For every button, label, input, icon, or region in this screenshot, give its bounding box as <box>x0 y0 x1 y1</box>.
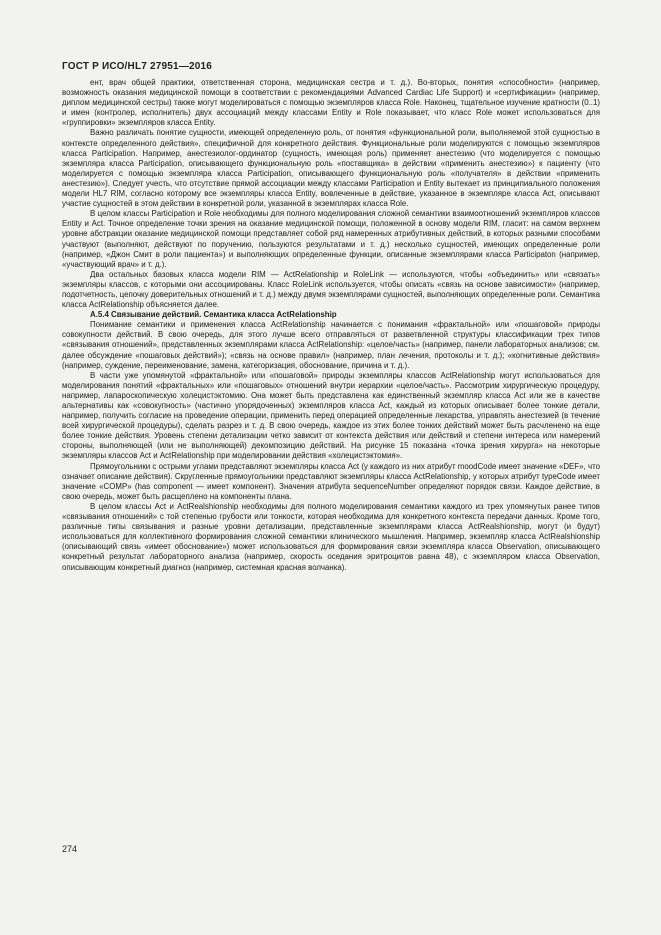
paragraph: В целом классы Participation и Role необходимы для полного моделирования сложной семантики взаимоотношений экземпляров классов Entity и Act. Точное определение точки зрения на оказание медицинской помощи, положенной в основу модели RIM, гласит: на самом верхнем уровне абстракции оказание медицинской помощи представляет собой ряд намеренных атрибутивных действий, в которых разными способами участвуют (выполняют, действуют по поручению, пользуются результатами и т. д.) несколько сущностей, имеющих определенные роли (например, «Джон Смит в роли пациента») и выполняющих определенные функции, описанные экземплярами класса Participaton (например, «участвующий врач» и т. д.). <box>62 209 600 269</box>
paragraph: Два остальных базовых класса модели RIM — ActRelationship и RoleLink — используются, чтобы «объединить» или «связать» экземпляры классов, с которыми они ассоциированы. Класс RoleLink используется, чтобы описать «связь на основе зависимости» (например, подотчетность, цепочку доверительных отношений и т. д.) между двумя экземплярами сущностей, выполняющих определенные роли. Семантика класса ActRelationship объясняется далее. <box>62 269 600 310</box>
paragraph: Прямоугольники с острыми углами представляют экземпляры класса Act (у каждого из них атрибут moodCode имеет значение «DEF», что означает описание действия). Скругленные прямоугольники представляют экземпляры класса ActRelationship, у которых атрибут typeCode имеет значение «COMP» (has component — имеет компонент). Значения атрибута sequenceNumber определяют порядок связи. Каждое действие, в свою очередь, может быть расщеплено на компоненты плана. <box>62 461 600 501</box>
paragraph: В части уже упомянутой «фрактальной» или «пошаговой» природы экземпляры классов ActRelationship могут использоваться для моделирования понятий «фрактальных» или «пошаговых» отношений внутри иерархии «целое/часть». Рассмотрим хирургическую процедуру, например, лапароскопическую холецистэктомию. Она может быть представлена как единственный экземпляр класса Act или же в качестве альтернативы как «совокупность» (частично упорядоченных) экземпляров класса Act, каждый из которых описывает более тонкие детали, например, получить согласие на проведение операции, применить перед операцией определенные лекарства, управлять анестезией (в течение всей хирургической процедуры), сделать разрез и т. д. В свою очередь, каждое из этих более тонких действий может быть расчленено на еще более тонкие действия. Уровень степени детализации четко зависит от контекста действия или действий и степени интереса или намерений стороны, выполняющей (или не выполняющей) декомпозицию действий. На рисунке 15 показана «точка зрения хирурга» на некоторые экземпляры классов Act и ActRelationship при моделировании действия «холецистэктомия». <box>62 370 600 461</box>
paragraph: Понимание семантики и применения класса ActRelationship начинается с понимания «фрактальной» или «пошаговой» природы совокупности действий. В свою очередь, для этого лучше всего отправляться от разветвленной структуры классификации трех типов «связывания отношений», представленных экземплярами класса ActRelationship: «целое/часть» (например, панели лабораторных анализов; см. далее обсуждение «пошаговых действий»); «связь на основе правил» (например, план лечения, протоколы и т. д.); «когнитивные действия» (например, суждение, переименование, замена, категоризация, обоснование, причина и т. д.). <box>62 320 600 370</box>
paragraph: В целом классы Act и ActRealshionship необходимы для полного моделирования семантики каждого из трех упомянутых ранее типов «связывания отношений» с той степенью грубости или тонкости, которая необходима для конкретного контекста передачи данных. Кроме того, различные типы связывания и разные уровни детализации, представленные экземплярами класса ActRealshionship, могут (и будут) использоваться для коллективного формирования сложной семантики клинического мышления. Например, экземпляр класса ActRealshionship (описывающий связь «имеет обоснование») может использоваться для формирования связи экземпляра класса Observation, описывающего конкретный результат лабораторного анализа (например, скорость оседания эритроцитов равна 48), с экземпляром класса Observation, описывающим конкретный диагноз (например, системная красная волчанка). <box>62 501 600 572</box>
page-number: 274 <box>62 844 78 854</box>
section-heading: А.5.4 Связывание действий. Семантика класса ActRelationship <box>90 310 337 320</box>
standard-header: ГОСТ Р ИСО/HL7 27951—2016 <box>62 61 213 72</box>
paragraph: Важно различать понятие сущности, имеющей определенную роль, от понятия «функциональной роли, выполняемой этой сущностью в контексте определенного действия», специфичной для конкретного действия. Функциональные роли моделируются с помощью экземпляров класса Participation. Например, анестезиолог-ординатор (сущность, имеющая роль) применяет анестезию (что моделируется с помощью экземпляра класса Participation, описывающего функциональную роль «поставщика» в действии «применить анестезию») к пациенту (что моделируется с помощью экземпляра класса Participation, описывающего функциональную роль «получателя» в действии «применить анестезию»). Следует учесть, что отсутствие прямой ассоциации между классами Participation и Entity вытекает из принципиального положения модели HL7 RIM, согласно которому все экземпляры класса Entity, вовлеченные в действие, указанное в экземпляре класса Act, описывают участие сущностей в этом действии в конкретной роли, указанной в экземплярах класса Role. <box>62 128 600 209</box>
body-text <box>62 78 600 573</box>
paragraph: ент, врач общей практики, ответственная сторона, медицинская сестра и т. д.). Во-вторых, понятия «способности» (например, возможность оказания медицинской помощи в соответствии с рекомендациями Advanced Cardiac Life Support) и «сертификации» (например, диплом медицинской сестры) также могут моделироваться с помощью экземпляров класса Role. Наконец, тщательное изучение кратности (0..1) и имен (контролер, исполнитель) двух ассоциаций между классами Entity и Role показывает, что класс Role может использоваться для «группировки» экземпляров класса Entity. <box>62 78 600 128</box>
